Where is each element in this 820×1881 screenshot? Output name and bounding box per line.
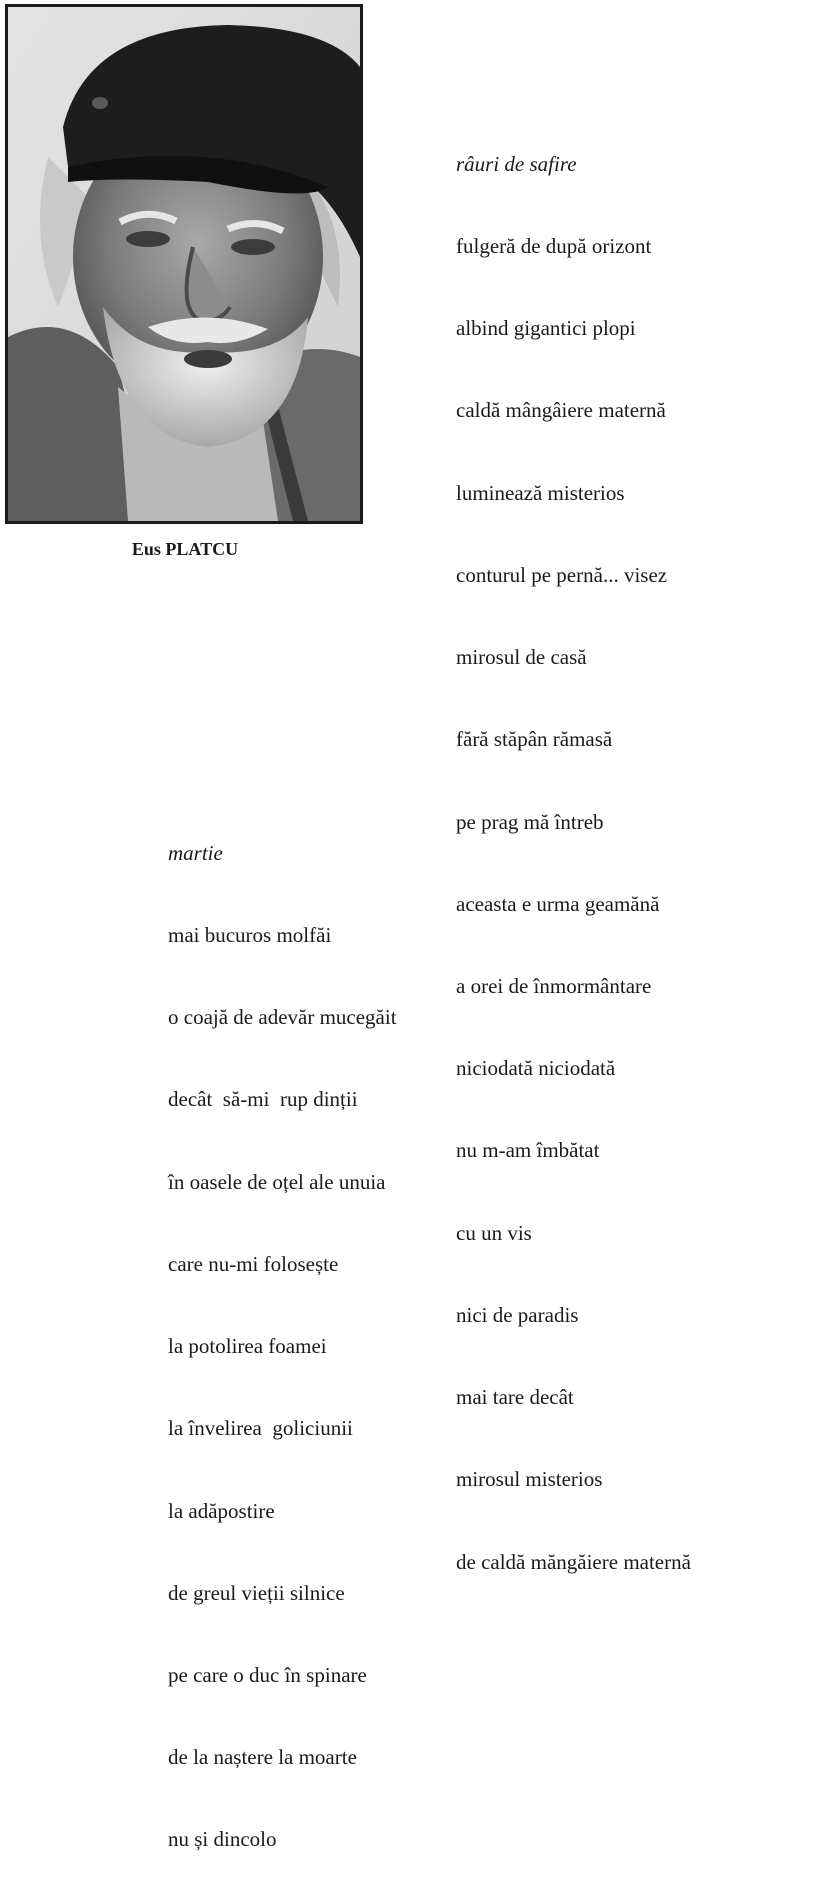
poem-line: în oasele de oțel ale unuia bbox=[168, 1169, 386, 1194]
poem-line: mirosul de casă bbox=[456, 645, 587, 670]
poem-line: mai tare decât bbox=[456, 1385, 574, 1410]
poem-line: care nu-mi folosește bbox=[168, 1251, 339, 1276]
portrait-image bbox=[8, 7, 360, 521]
poem-line: la potolirea foamei bbox=[168, 1334, 327, 1359]
poem-line: o coajă de adevăr mucegăit bbox=[168, 1005, 397, 1030]
poem-title: râuri de safire bbox=[456, 151, 577, 176]
poem-line: nici de paradis bbox=[456, 1302, 579, 1327]
poem-line: nu și dincolo bbox=[168, 1827, 277, 1852]
poem-title: martie bbox=[168, 840, 223, 865]
poem-line: albind gigantici plopi bbox=[456, 316, 636, 341]
poem-line: conturul pe pernă... visez bbox=[456, 562, 668, 587]
poem-line: caldă mângâiere maternă bbox=[456, 398, 666, 423]
poem-rauri-de-safire bbox=[456, 96, 691, 1603]
poem-line: mirosul misterios bbox=[456, 1467, 603, 1492]
poem-line: fulgeră de după orizont bbox=[456, 234, 652, 259]
poem-line: cu un vis bbox=[456, 1220, 532, 1245]
poem-line: de la naștere la moarte bbox=[168, 1745, 357, 1770]
poem-line: decât să-mi rup dinții bbox=[168, 1087, 358, 1112]
poem-line: pe care o duc în spinare bbox=[168, 1663, 367, 1687]
poem-line: luminează misterios bbox=[456, 480, 625, 505]
poem-line: a orei de înmormântare bbox=[456, 974, 652, 998]
poem-line: pe prag mă întreb bbox=[456, 809, 604, 834]
author-portrait-photo bbox=[5, 4, 363, 524]
author-name-caption: Eus PLATCU bbox=[131, 539, 239, 559]
poem-line: mai bucuros molfăi bbox=[168, 923, 332, 948]
poem-line: de greul vieții silnice bbox=[168, 1580, 345, 1605]
poem-line: nu m-am îmbătat bbox=[456, 1138, 600, 1163]
poem-line: la învelirea goliciunii bbox=[168, 1416, 353, 1441]
poem-martie bbox=[168, 785, 397, 1881]
poem-line: fără stăpân rămasă bbox=[456, 727, 613, 752]
poem-line: la adăpostire bbox=[168, 1498, 275, 1523]
poem-line: aceasta e urma geamănă bbox=[456, 891, 660, 916]
poem-line: niciodată niciodată bbox=[456, 1056, 616, 1081]
poem-line: de caldă măngăiere maternă bbox=[456, 1549, 691, 1574]
